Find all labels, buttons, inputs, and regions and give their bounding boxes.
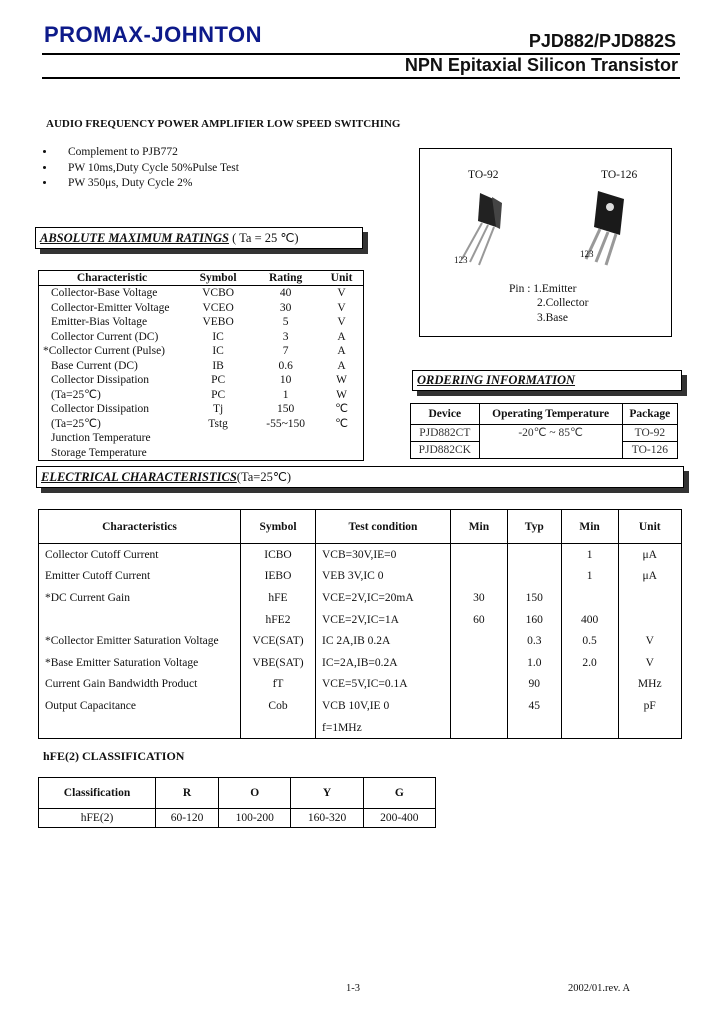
col-header: Package xyxy=(622,404,677,425)
table-cell: VCE=2V,IC=20mA xyxy=(316,587,451,609)
table-row xyxy=(39,402,364,417)
col-header: Typ xyxy=(507,510,561,544)
col-header: Characteristic xyxy=(39,271,186,286)
table-row xyxy=(39,652,682,674)
characteristic-cell: (Ta=25℃) xyxy=(51,417,101,430)
col-header: O xyxy=(219,778,291,809)
table-cell: IB xyxy=(212,359,224,372)
table-cell: V xyxy=(337,316,346,328)
table-cell: Cob xyxy=(241,695,316,717)
electrical-title: ELECTRICAL CHARACTERISTICS xyxy=(41,470,237,484)
to126-pin-numbers: 123 xyxy=(580,249,594,259)
table-cell: hFE(2) xyxy=(39,809,156,828)
table-cell xyxy=(320,446,363,461)
table-row xyxy=(39,373,364,388)
table-cell: VEBO xyxy=(202,316,234,328)
col-header: Min xyxy=(561,510,618,544)
pin-base: 3.Base xyxy=(537,312,568,324)
application-heading: AUDIO FREQUENCY POWER AMPLIFIER LOW SPEED SWITCHING xyxy=(46,118,401,130)
abs-max-table xyxy=(38,270,364,461)
table-cell: 160 xyxy=(507,609,561,631)
table-row xyxy=(39,330,364,345)
table-cell: ℃ xyxy=(335,403,348,415)
company-logo: PROMAX-JOHNTON xyxy=(44,22,263,47)
characteristic-cell: *DC Current Gain xyxy=(39,587,241,609)
table-row xyxy=(39,544,682,566)
table-row xyxy=(39,609,682,631)
package-cell: TO-126 xyxy=(622,442,677,459)
table-row xyxy=(39,446,364,461)
table-cell: W xyxy=(336,388,347,401)
table-cell xyxy=(561,587,618,609)
table-cell: 3 xyxy=(282,330,289,343)
table-row xyxy=(39,431,364,446)
table-cell: VCE(SAT) xyxy=(241,630,316,652)
table-cell: VBE(SAT) xyxy=(241,652,316,674)
table-cell xyxy=(451,652,508,674)
table-cell: VEB 3V,IC 0 xyxy=(316,566,451,588)
table-cell: 400 xyxy=(561,609,618,631)
to92-pin-numbers: 123 xyxy=(454,255,468,265)
characteristic-cell: Collector-Base Voltage xyxy=(51,287,158,299)
table-cell: IC xyxy=(212,345,224,357)
table-cell: 45 xyxy=(507,695,561,717)
table-cell xyxy=(451,695,508,717)
table-cell xyxy=(185,446,251,461)
table-row xyxy=(39,286,364,301)
electrical-condition: (Ta=25℃) xyxy=(236,470,292,484)
table-cell: 60-120 xyxy=(156,809,219,828)
table-row xyxy=(39,674,682,696)
table-cell xyxy=(241,717,316,739)
table-row xyxy=(39,301,364,316)
col-header: G xyxy=(363,778,435,809)
table-cell: V xyxy=(337,301,346,314)
table-cell: 30 xyxy=(451,587,508,609)
characteristic-cell: Collector Cutoff Current xyxy=(39,544,241,566)
list-item: • Complement to PJB772 xyxy=(56,145,239,161)
characteristic-cell: Collector Dissipation xyxy=(51,403,150,415)
table-cell: VCEO xyxy=(202,301,234,314)
table-cell: IC xyxy=(212,330,224,343)
classification-table xyxy=(38,777,436,828)
characteristic-cell: *Base Emitter Saturation Voltage xyxy=(39,652,241,674)
ordering-title: ORDERING INFORMATION xyxy=(417,373,576,387)
table-cell: PC xyxy=(211,374,226,386)
table-row xyxy=(39,695,682,717)
col-header: Characteristics xyxy=(39,510,241,544)
table-cell: VCBO xyxy=(202,287,235,299)
table-cell: A xyxy=(337,330,346,343)
table-row xyxy=(39,587,682,609)
table-cell: f=1MHz xyxy=(316,717,451,739)
characteristic-cell: *Collector Emitter Saturation Voltage xyxy=(39,630,241,652)
ordering-table xyxy=(410,403,678,459)
col-header: Min xyxy=(451,510,508,544)
table-cell xyxy=(320,431,363,446)
table-cell: 0.3 xyxy=(507,630,561,652)
col-header: Unit xyxy=(618,510,682,544)
col-header: Classification xyxy=(39,778,156,809)
list-item: • PW 350μs, Duty Cycle 2% xyxy=(56,176,239,192)
table-cell: 7 xyxy=(282,345,289,357)
table-cell: pF xyxy=(618,695,682,717)
table-cell: Tstg xyxy=(208,417,228,430)
characteristic-cell: Emitter-Bias Voltage xyxy=(51,316,148,328)
table-row xyxy=(39,344,364,359)
table-row xyxy=(39,717,682,739)
table-row xyxy=(411,425,678,442)
table-cell xyxy=(185,431,251,446)
abs-max-title: ABSOLUTE MAXIMUM RATINGS xyxy=(40,231,229,245)
table-cell: VCE=5V,IC=0.1A xyxy=(316,674,451,696)
table-row xyxy=(39,359,364,374)
table-cell: IC=2A,IB=0.2A xyxy=(316,652,451,674)
table-cell: 100-200 xyxy=(219,809,291,828)
temp-cell: -20℃ ~ 85℃ xyxy=(479,425,622,459)
table-cell xyxy=(507,566,561,588)
table-cell: 30 xyxy=(279,301,292,314)
characteristic-cell: Collector-Emitter Voltage xyxy=(51,301,170,314)
table-cell: μA xyxy=(618,566,682,588)
table-cell: V xyxy=(618,630,682,652)
table-cell xyxy=(507,717,561,739)
col-header: Operating Temperature xyxy=(479,404,622,425)
feature-list xyxy=(40,145,239,192)
table-cell xyxy=(451,544,508,566)
characteristic-cell: Junction Temperature xyxy=(51,432,151,444)
table-cell: A xyxy=(337,359,346,372)
table-cell: ICBO xyxy=(241,544,316,566)
table-cell: IC 2A,IB 0.2A xyxy=(316,630,451,652)
package-box xyxy=(419,148,672,337)
characteristic-cell: Storage Temperature xyxy=(51,446,147,459)
table-row xyxy=(39,809,436,828)
table-cell: 5 xyxy=(282,316,289,328)
ordering-heading xyxy=(412,370,682,391)
table-cell: W xyxy=(336,374,347,386)
table-cell: 90 xyxy=(507,674,561,696)
col-header: Y xyxy=(291,778,363,809)
table-cell xyxy=(451,717,508,739)
table-cell: A xyxy=(337,345,346,357)
table-cell: fT xyxy=(241,674,316,696)
table-cell: 2.0 xyxy=(561,652,618,674)
table-cell xyxy=(561,695,618,717)
table-cell: V xyxy=(337,287,346,299)
table-cell: MHz xyxy=(618,674,682,696)
revision: 2002/01.rev. A xyxy=(568,983,631,994)
table-cell: PC xyxy=(211,388,226,401)
table-cell: ℃ xyxy=(335,417,348,430)
characteristic-cell: Collector Dissipation xyxy=(51,374,150,386)
col-header: Unit xyxy=(320,271,363,286)
table-cell xyxy=(451,674,508,696)
table-cell xyxy=(507,544,561,566)
subtitle-rule xyxy=(42,77,680,79)
to92-label: TO-92 xyxy=(468,169,499,181)
abs-max-heading xyxy=(35,227,363,249)
table-cell: 150 xyxy=(277,403,295,415)
table-cell: 1 xyxy=(561,566,618,588)
table-cell: hFE xyxy=(241,587,316,609)
col-header: Symbol xyxy=(241,510,316,544)
table-cell: VCB=30V,IE=0 xyxy=(316,544,451,566)
characteristic-cell: Base Current (DC) xyxy=(51,359,138,372)
table-cell: 150 xyxy=(507,587,561,609)
table-cell xyxy=(251,446,320,461)
part-number: PJD882/PJD882S xyxy=(528,31,676,51)
table-cell: V xyxy=(618,652,682,674)
col-header: Rating xyxy=(251,271,320,286)
col-header: R xyxy=(156,778,219,809)
table-cell xyxy=(451,566,508,588)
device-cell: PJD882CT xyxy=(411,425,480,442)
table-cell xyxy=(618,587,682,609)
col-header: Device xyxy=(411,404,480,425)
table-row xyxy=(39,417,364,432)
table-cell xyxy=(251,431,320,446)
pin-emitter: Pin : 1.Emitter xyxy=(509,283,577,295)
electrical-table xyxy=(38,509,682,739)
table-row xyxy=(39,630,682,652)
table-cell: VCB 10V,IE 0 xyxy=(316,695,451,717)
list-item: • PW 10ms,Duty Cycle 50%Pulse Test xyxy=(56,161,239,177)
characteristic-cell xyxy=(39,717,241,739)
classification-title: hFE(2) CLASSIFICATION xyxy=(43,749,185,763)
package-cell: TO-92 xyxy=(622,425,677,442)
abs-max-condition: ( Ta = 25 ℃) xyxy=(232,231,299,245)
table-cell: 1 xyxy=(282,388,289,401)
characteristic-cell: Current Gain Bandwidth Product xyxy=(39,674,241,696)
device-cell: PJD882CK xyxy=(411,442,480,459)
table-cell: 1.0 xyxy=(507,652,561,674)
table-cell: -55~150 xyxy=(266,417,306,430)
table-row xyxy=(39,388,364,403)
page-number: 1-3 xyxy=(346,983,360,994)
to126-label: TO-126 xyxy=(601,169,638,181)
table-cell xyxy=(561,674,618,696)
table-cell xyxy=(451,630,508,652)
table-cell: Tj xyxy=(212,403,224,415)
characteristic-cell: Output Capacitance xyxy=(39,695,241,717)
table-cell: 1 xyxy=(561,544,618,566)
characteristic-cell: *Collector Current (Pulse) xyxy=(43,345,166,357)
table-cell xyxy=(618,609,682,631)
table-cell: IEBO xyxy=(241,566,316,588)
table-cell: 0.6 xyxy=(278,359,293,372)
table-row xyxy=(39,566,682,588)
table-row xyxy=(39,315,364,330)
characteristic-cell: Collector Current (DC) xyxy=(51,330,159,343)
characteristic-cell: (Ta=25℃) xyxy=(51,388,101,401)
characteristic-cell: Emitter Cutoff Current xyxy=(39,566,241,588)
table-cell: μA xyxy=(618,544,682,566)
table-cell: VCE=2V,IC=1A xyxy=(316,609,451,631)
col-header: Test condition xyxy=(316,510,451,544)
page-title: NPN Epitaxial Silicon Transistor xyxy=(404,55,678,75)
col-header: Symbol xyxy=(185,271,251,286)
table-cell: 0.5 xyxy=(561,630,618,652)
characteristic-cell xyxy=(39,609,241,631)
table-cell: 60 xyxy=(451,609,508,631)
electrical-heading xyxy=(36,466,684,488)
pin-collector: 2.Collector xyxy=(537,297,589,309)
table-cell xyxy=(618,717,682,739)
table-cell xyxy=(561,717,618,739)
table-cell: 200-400 xyxy=(363,809,435,828)
table-cell: 10 xyxy=(279,374,292,386)
table-cell: hFE2 xyxy=(241,609,316,631)
table-cell: 160-320 xyxy=(291,809,363,828)
table-cell: 40 xyxy=(279,287,292,299)
